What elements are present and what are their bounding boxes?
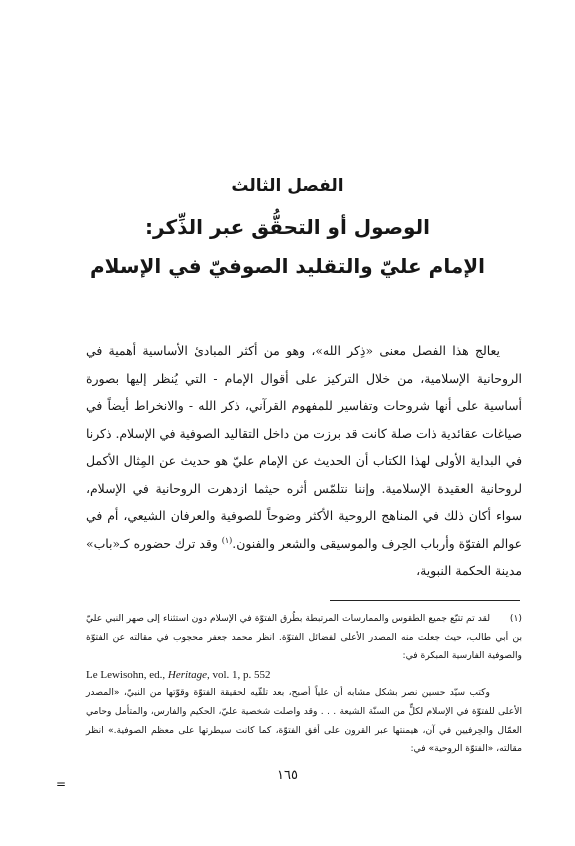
footnote-reference[interactable]: (١) [221, 535, 233, 545]
citation-title: Heritage [167, 668, 207, 681]
body-text: يعالج هذا الفصل معنى «ذِكر الله»، وهو من أكثر المبادئ الأساسية أهمية في الروحانية الإسلامية، من خلال التركيز على أقوال الإمام - التي يُنظر إليها بصورة أساسية على أنها شروحات وتفاسير للمفهوم القرآني، ذكر الله - والانخراط أيضاً في صياغات عقائدية ذات صلة كانت قد برزت من داخل التقاليد الصوفية في الإسلام. ذكرنا في البداية الأولى لهذا الكتاب أن الحديث عن الإمام عليّ هو حديث عن المِثال الأكمل لروحانية العقيدة الإسلامية. وإننا نتلمّس أثره حيثما ازدهرت الروحانية في الإسلام، سواء أكان ذلك في المناهج الروحية الأكثر وضوحاً للصوفية والعرفان الشيعي، أم في عوالم الفتوّة وأرباب الحِرف والموسيقى والشعر والفنون. [86, 343, 522, 551]
citation-prefix: Le Lewisohn, ed., [86, 668, 168, 681]
footnote-citation [86, 666, 522, 685]
body-paragraph [86, 337, 522, 585]
chapter-title-line-2: الإمام عليّ والتقليد الصوفيّ في الإسلام [90, 254, 485, 278]
chapter-title-line-1: الوصول أو التحقُّق عبر الذِّكر: [145, 215, 430, 239]
footnote-text-2: وكتب سيّد حسين نصر بشكل مشابه أن علياً أصبح، بعد تلقّيه لحقيقة الفتوّة وقوّتها من النبيّ، «المصدر الأعلى للفتوّة في الإسلام لكلٍّ من السنّة الشيعة . . . وقد واصلت شخصية عليّ، الحكيم والفارس، والمتأمل وحامي العمّال والحِرفيين في آن، هيمنتها عبر القرون على أفق الفتوّة، كما كانت سيطرتها على معظم الصوفية.» انظر مقالته، «الفتوّة الروحية» في: [86, 687, 522, 755]
chapter-label: الفصل الثالث [231, 176, 344, 196]
footnote-divider [330, 600, 520, 601]
page-number: ١٦٥ [277, 768, 298, 783]
footnote-paragraph-2 [86, 684, 522, 758]
body-text-continued: وقد ترك حضوره كـ«باب» مدينة الحكمة النبوية، [86, 535, 522, 578]
body-paragraph-text [86, 337, 522, 585]
footnote-text-1: لقد تم تتبّع جميع الطقوس والممارسات المرتبطة بطُرق الفتوّة في الإسلام دون استثناء إلى صهر النبي عليّ بن أبي طالب، حيث جعلت منه المصدر الأعلى لفضائل الفتوّة. انظر محمد جعفر محجوب في مقالته عن الفتوّة والصوفية الفارسية المبكرة في: [86, 613, 522, 662]
continuation-mark: = [56, 777, 67, 791]
citation-suffix: , vol. 1, p. 552 [206, 668, 271, 681]
footnote-number: (١) [509, 613, 522, 624]
footnote-paragraph-1 [86, 610, 522, 666]
footnote [86, 610, 522, 759]
